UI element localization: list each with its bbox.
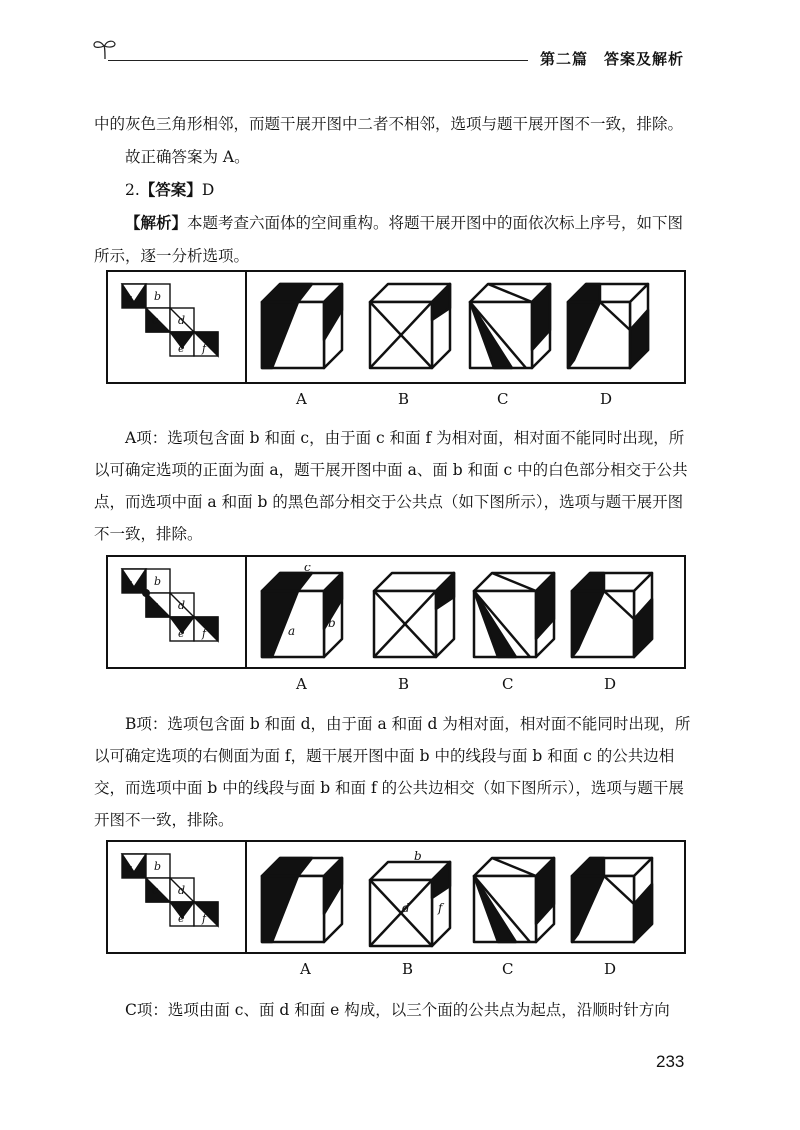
net2-label-a: a [126, 577, 133, 590]
option-label-d: D [600, 390, 613, 408]
net3-label-e: e [178, 912, 185, 925]
net2-label-f: f [202, 627, 207, 640]
option2-label-c: C [502, 675, 514, 693]
cube-option-b-annotated [366, 850, 466, 950]
annot-d: d [402, 901, 410, 915]
net3-label-b: b [154, 860, 162, 873]
paragraph-option-c: C项：选项由面 c、面 d 和面 e 构成，以三个面的公共点为起点，沿顺时针方向 [125, 1001, 670, 1019]
net-label-d: d [178, 314, 186, 327]
net2-label-b: b [154, 575, 162, 588]
page-number: 233 [656, 1052, 685, 1071]
figure-3 [106, 840, 684, 984]
cube-option-d [564, 280, 654, 372]
cube-option-d-2 [568, 565, 658, 661]
net3-label-c: c [152, 884, 159, 897]
paragraph-option-a: A项：选项包含面 b 和面 c，由于面 c 和面 f 为相对面，相对面不能同时出现，所以可确定选项的正面为面 a，题干展开图中面 a、面 b 和面 c 中的白色部分相交于公共点，而选项中面 a 和面 b 的黑色部分相交于公共点（如下图所示），选项与题干展开图不一致，排除。 [94, 429, 688, 543]
header-title: 第二篇 答案及解析 [540, 50, 685, 68]
net-label-b: b [154, 290, 162, 303]
option3-label-a: A [300, 960, 311, 978]
annot-a: a [288, 624, 296, 638]
cube-option-b-2 [370, 565, 460, 661]
figure-2-option-labels [106, 669, 684, 699]
answer-number: 2. [125, 181, 140, 199]
cube-option-c [466, 280, 556, 372]
cube-net-2 [116, 563, 240, 663]
cube-option-a-annotated [258, 565, 368, 661]
annot-f: f [438, 901, 443, 915]
figure-2 [106, 555, 684, 699]
cube-option-a [258, 280, 348, 372]
net-label-c: c [152, 314, 159, 327]
figure-2-box [106, 555, 686, 669]
option-label-c: C [497, 390, 509, 408]
paragraph-option-b: B项：选项包含面 b 和面 d，由于面 a 和面 d 为相对面，相对面不能同时出现，所以可确定选项的右侧面为面 f，题干展开图中面 b 中的线段与面 b 和面 c 的公共边相交，而选项中面 b 中的线段与面 b 和面 f 的公共边相交（如下图所示），选项与题干展开图不一致，排除。 [94, 715, 691, 829]
figure-3-box [106, 840, 686, 954]
net-label-a: a [126, 292, 133, 305]
net3-label-a: a [126, 862, 133, 875]
analysis-label: 【解析】 [125, 214, 188, 232]
header-rule [108, 60, 528, 61]
paragraph-2: 故正确答案为 A。 [125, 148, 250, 166]
answer-label: 【答案】 [139, 181, 202, 199]
net2-label-c: c [152, 599, 159, 612]
cube-option-d-3 [568, 850, 658, 946]
figure-1 [106, 270, 684, 414]
option-label-b: B [398, 390, 410, 408]
option2-label-d: D [604, 675, 617, 693]
option3-label-c: C [502, 960, 514, 978]
option-label-a: A [296, 390, 307, 408]
sprout-icon [92, 38, 118, 60]
option3-label-d: D [604, 960, 617, 978]
analysis-paragraph [94, 207, 694, 273]
cube-option-c-3 [470, 850, 560, 946]
annot-b-top: b [414, 850, 422, 863]
answer-line [94, 174, 694, 207]
option3-label-b: B [402, 960, 414, 978]
cube-net [116, 278, 240, 378]
net3-label-d: d [178, 884, 186, 897]
cube-option-c-2 [470, 565, 560, 661]
figure-1-box [106, 270, 686, 384]
figure-1-option-labels [106, 384, 684, 414]
net-label-f: f [202, 342, 207, 355]
net2-label-e: e [178, 627, 185, 640]
cube-option-a-3 [258, 850, 348, 946]
figure-3-option-labels [106, 954, 684, 984]
cube-option-b [366, 280, 456, 372]
analysis-body: 本题考查六面体的空间重构。将题干展开图中的面依次标上序号，如下图所示，逐一分析选项。 [94, 214, 684, 265]
cube-net-3 [116, 848, 240, 948]
answer-value: D [201, 181, 215, 199]
net2-label-d: d [178, 599, 186, 612]
annot-c: c [304, 565, 311, 574]
annot-b: b [328, 616, 336, 630]
paragraph-1: 中的灰色三角形相邻，而题干展开图中二者不相邻，选项与题干展开图不一致，排除。 [94, 115, 684, 133]
option2-label-b: B [398, 675, 410, 693]
net-label-e: e [178, 342, 185, 355]
option2-label-a: A [296, 675, 307, 693]
net3-label-f: f [202, 912, 207, 925]
